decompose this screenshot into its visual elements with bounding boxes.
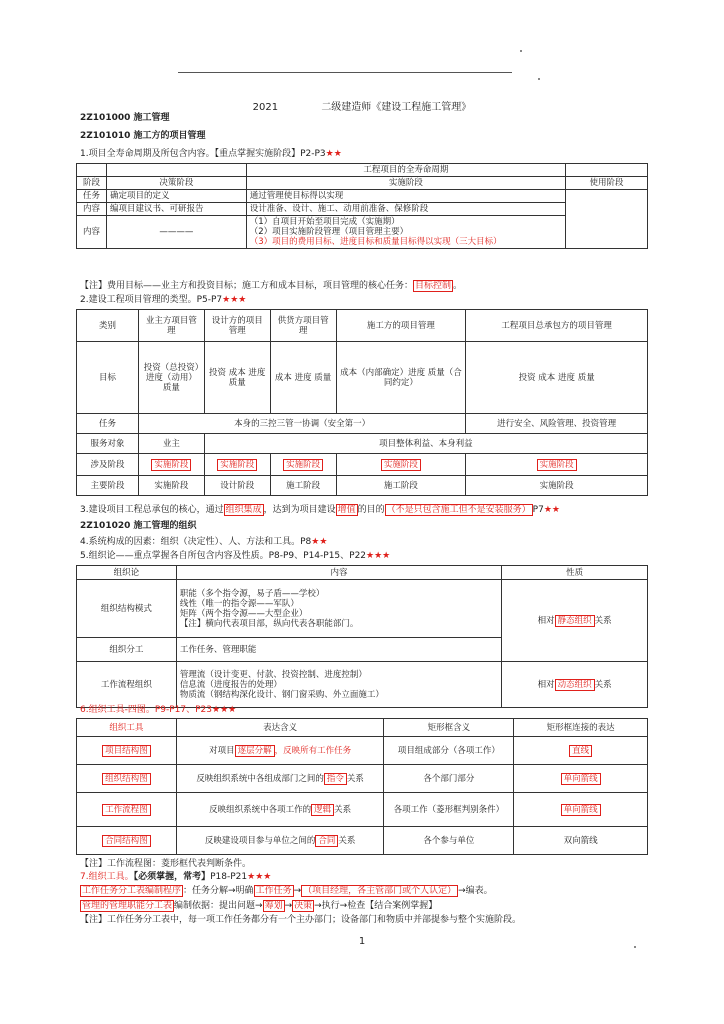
- tools-row-meaning: [176, 737, 384, 765]
- q5-stars: ★★★: [366, 551, 391, 561]
- org-structure-line: 矩阵（两个指令源——大型企业）: [179, 608, 308, 619]
- line-7a-mid2: →: [293, 886, 302, 896]
- mgmt-header-2: 设计方的项目管理: [204, 310, 270, 342]
- line-7a-box2: 工作任务: [255, 886, 292, 896]
- question-1: [80, 149, 342, 160]
- mgmt-task-text: 本身的三控三管一协调（安全第一）: [138, 414, 465, 434]
- org-theory-table: [76, 565, 648, 708]
- mgmt-involve-value: 实施阶段: [283, 459, 323, 471]
- mgmt-main-value: 实施阶段: [466, 476, 648, 496]
- tools-meaning-box: 指令: [324, 773, 347, 785]
- section-code-3: 2Z101020 施工管理的组织: [80, 521, 197, 531]
- lifecycle-row-detail-label: 内容: [77, 216, 107, 249]
- org-header-2: 性质: [502, 566, 648, 580]
- question-1-text: 1.项目全寿命周期及所包含内容。【重点掌握实施阶段】P2-P3: [80, 149, 326, 159]
- mgmt-goal-label: 目标: [77, 342, 139, 414]
- scan-speck: [538, 78, 540, 80]
- tools-tool-name: 工作流程图: [102, 804, 151, 816]
- tools-meaning-b: 关系: [338, 835, 356, 846]
- q6-text: 6.组织工具-四图。P9-P17、P23: [80, 705, 212, 715]
- tools-link-value: 直线: [569, 745, 592, 757]
- mgmt-involve-value: 实施阶段: [537, 459, 577, 471]
- question-6: [80, 705, 236, 716]
- org-prop-b: 关系: [594, 679, 612, 690]
- mgmt-involve-cell: [336, 454, 466, 476]
- line-7a: [80, 886, 493, 897]
- tools-row-link: 双向箭线: [514, 827, 648, 855]
- q4-stars: ★★: [311, 537, 328, 547]
- tools-meaning-b: ，反映所有工作任务: [274, 745, 352, 756]
- mgmt-header-3: 供货方项目管理: [270, 310, 336, 342]
- mgmt-task-label: 任务: [77, 414, 139, 434]
- org-header-0: 组织论: [77, 566, 177, 580]
- tools-header-2: 矩形框含义: [384, 719, 514, 737]
- scan-speck: [520, 50, 522, 52]
- lifecycle-row-content-impl: 设计准备、设计、施工、动用前准备、保修阶段: [246, 203, 565, 216]
- tools-meaning-a: 反映建设项目参与单位之间的: [204, 835, 316, 846]
- tools-row-link: [514, 793, 648, 827]
- tools-meaning-box: 逐层分解: [235, 745, 275, 757]
- tools-meaning-b: 关系: [334, 804, 352, 815]
- lifecycle-row-task-label: 任务: [77, 190, 107, 203]
- mgmt-involve-value: 实施阶段: [381, 459, 421, 471]
- mgmt-main-value: 设计阶段: [204, 476, 270, 496]
- page-number: 1: [358, 936, 366, 947]
- mgmt-header-5: 工程项目总承包方的项目管理: [466, 310, 648, 342]
- note-1-suffix: 。: [453, 281, 463, 291]
- question-2-stars: ★★★: [222, 295, 247, 305]
- mgmt-header-1: 业主方项目管理: [138, 310, 204, 342]
- line-7a-mid: ：任务分解→明确: [183, 886, 254, 896]
- q3-stars: ★★: [543, 505, 560, 515]
- mgmt-main-label: 主要阶段: [77, 476, 139, 496]
- mgmt-goal-supplier: 成本 进度 质量: [270, 342, 336, 414]
- lifecycle-row-content-label: 内容: [77, 203, 107, 216]
- question-2: [80, 295, 246, 306]
- tools-row-rect: 各个参与单位: [384, 827, 514, 855]
- tools-row-rect: 各项工作（菱形框判别条件）: [384, 793, 514, 827]
- mgmt-serve-rest: 项目整体利益、本身利益: [204, 434, 647, 454]
- line-7b-mid: 编制依据：提出问题→: [174, 901, 263, 911]
- q4-text: 4.系统构成的因素：组织（决定性）、人、方法和工具。P8: [80, 537, 312, 547]
- question-3: [80, 505, 560, 516]
- line-7a-box3: （项目经理，各主管部门或个人认定）: [303, 886, 457, 896]
- tools-meaning-box: 合同: [315, 835, 338, 847]
- tools-row-rect: 项目组成部分（各项工作）: [384, 737, 514, 765]
- q5-text: 5.组织论——重点掌握各自所包含内容及性质。P8-P9、P14-P15、P22: [80, 551, 367, 561]
- org-prop-b: 关系: [594, 615, 612, 626]
- org-structure-content: [176, 580, 501, 638]
- tools-meaning-a: 反映组织系统中各组成部门之间的: [196, 773, 324, 784]
- tools-header-3: 矩形框连接的表达: [514, 719, 648, 737]
- tools-tool-name: 项目结构图: [102, 745, 151, 757]
- tools-row-meaning: [176, 765, 384, 793]
- q7-prefix: 7.组织工具。: [80, 872, 134, 882]
- tools-meaning-box: 逻辑: [311, 804, 334, 816]
- lifecycle-row-content-decision: 编项目建议书、可研报告: [106, 203, 246, 216]
- tools-tool-name: 组织结构图: [102, 773, 151, 785]
- mgmt-serve-owner: 业主: [138, 434, 204, 454]
- line-7b-box3: 决策: [294, 901, 313, 911]
- page-title: [0, 98, 724, 113]
- q3-box1: 组织集成: [225, 505, 262, 515]
- tools-row-link: [514, 765, 648, 793]
- mgmt-involve-cell: [138, 454, 204, 476]
- org-structure-prop: [502, 580, 648, 662]
- tools-header-0: 组织工具: [77, 719, 177, 737]
- q3-suffix: P7: [532, 505, 544, 515]
- lifecycle-detail-line: （1）自项目开始至项目完成（实施期）: [249, 217, 400, 227]
- mgmt-involve-cell: [204, 454, 270, 476]
- line-7c: 【注】工作任务分工表中，每一项工作任务都分有一个主办部门；设备部门和物质中并部提参与整个实施阶段。: [80, 915, 522, 925]
- question-1-stars: ★★: [325, 149, 342, 159]
- org-division-label: 组织分工: [77, 638, 177, 662]
- lifecycle-header-impl: 实施阶段: [246, 177, 565, 190]
- line-7b-suffix: →执行→检查【结合案例掌握】: [314, 901, 438, 911]
- org-tools-table: [76, 718, 648, 855]
- tools-row-tool: [77, 793, 177, 827]
- org-header-1: 内容: [176, 566, 501, 580]
- note-1-boxed: 目标控制: [415, 281, 452, 291]
- org-prop-box: 动态组织: [555, 679, 595, 691]
- section-code-1: 2Z101000 施工管理: [80, 113, 170, 123]
- tools-row-meaning: [176, 793, 384, 827]
- tools-row-rect: 各个部门部分: [384, 765, 514, 793]
- lifecycle-row-task-decision: 确定项目的定义: [106, 190, 246, 203]
- mgmt-serve-label: 服务对象: [77, 434, 139, 454]
- mgmt-involve-cell: [270, 454, 336, 476]
- q7-text: P18-P21: [210, 872, 248, 882]
- tools-row-tool: [77, 827, 177, 855]
- mgmt-goal-epc: 投资 成本 进度 质量: [466, 342, 648, 414]
- line-7b: [80, 901, 437, 912]
- mgmt-main-value: 施工阶段: [270, 476, 336, 496]
- tools-meaning-a: 对项目: [209, 745, 235, 756]
- org-prop-box: 静态组织: [555, 615, 595, 627]
- tools-row-tool: [77, 765, 177, 793]
- mgmt-task-right: 进行安全、风险管理、投资管理: [466, 414, 648, 434]
- q3-prefix: 3.建设项目工程总承包的核心，通过: [80, 505, 224, 515]
- mgmt-goal-owner: 投资（总投资）进度（动用）质量: [138, 342, 204, 414]
- question-2-text: 2.建设工程项目管理的类型。P5-P7: [80, 295, 223, 305]
- q3-box3: （不是只包含施工但不是安装服务）: [386, 505, 531, 515]
- org-flow-content: [176, 662, 501, 708]
- q3-box2: 增值: [337, 505, 356, 515]
- mgmt-goal-design: 投资 成本 进度 质量: [204, 342, 270, 414]
- title-text: 二级建造师《建设工程施工管理》: [321, 102, 472, 113]
- tools-meaning-a: 反映组织系统中各项工作的: [209, 804, 312, 815]
- org-division-content: 工作任务、管理职能: [176, 638, 501, 662]
- mgmt-main-value: 施工阶段: [336, 476, 466, 496]
- note-1-prefix: 【注】费用目标——业主方和投资目标；施工方和成本目标，项目管理的核心任务：: [80, 281, 414, 291]
- org-flow-label: 工作流程组织: [77, 662, 177, 708]
- org-prop-a: 相对: [537, 679, 555, 690]
- section-code-2: 2Z101010 施工方的项目管理: [80, 131, 206, 141]
- lifecycle-row-task-impl: 通过管理使目标得以实现: [246, 190, 565, 203]
- org-structure-label: 组织结构模式: [77, 580, 177, 638]
- mgmt-header-0: 类别: [77, 310, 139, 342]
- org-flow-line: 管理流（设计变更、付款、投资控制、进度控制）: [179, 669, 367, 680]
- scan-speck: [634, 946, 636, 948]
- org-flow-line: 物质流（钢结构深化设计、钢门窗采购、外立面施工）: [179, 689, 384, 700]
- line-7b-box1: 管理的管理职能分工表: [82, 901, 173, 911]
- lifecycle-table: [76, 163, 648, 249]
- lifecycle-detail-line: （3）项目的费用目标、进度目标和质量目标得以实现（三大目标）: [249, 237, 502, 247]
- question-4: [80, 537, 327, 548]
- tools-header-1: 表达含义: [176, 719, 384, 737]
- mgmt-involve-value: 实施阶段: [217, 459, 257, 471]
- tools-row-meaning: [176, 827, 384, 855]
- lifecycle-header-decision: 决策阶段: [106, 177, 246, 190]
- line-7b-box2: 筹划: [264, 901, 283, 911]
- header-rule: [178, 72, 512, 73]
- lifecycle-detail-line: （2）项目实施阶段管理（项目管理主要）: [249, 227, 409, 237]
- question-5: [80, 551, 390, 562]
- mgmt-involve-label: 涉及阶段: [77, 454, 139, 476]
- org-flow-prop: [502, 662, 648, 708]
- line-7a-box1: 工作任务分工表编制程序: [82, 886, 182, 896]
- org-structure-line: 【注】横向代表项目部，纵向代表各职能部门。: [179, 618, 359, 629]
- q6-stars: ★★★: [212, 705, 237, 715]
- org-structure-line: 职能（多个指令源，易子盾——学校）: [179, 588, 325, 599]
- tools-row-tool: [77, 737, 177, 765]
- lifecycle-caption: 工程项目的全寿命周期: [246, 164, 565, 177]
- question-7: [80, 872, 271, 883]
- org-structure-line: 线性（唯一的指令源——军队）: [179, 598, 299, 609]
- q7-bold: 【必须掌握，常考】: [133, 872, 211, 882]
- org-flow-line: 信息流（进度报告的处理）: [179, 679, 282, 690]
- lifecycle-header-stage: 阶段: [77, 177, 107, 190]
- q7-stars: ★★★: [247, 872, 272, 882]
- tools-meaning-b: 关系: [346, 773, 364, 784]
- line-7a-suffix: →编表。: [458, 886, 493, 896]
- tools-tool-name: 合同结构图: [102, 835, 151, 847]
- q3-mid: ，达到为项目建设: [263, 505, 336, 515]
- management-type-table: [76, 309, 648, 496]
- mgmt-involve-value: 实施阶段: [151, 459, 191, 471]
- mgmt-main-value: 实施阶段: [138, 476, 204, 496]
- tools-link-value: 单向箭线: [561, 804, 601, 816]
- note-1: [80, 281, 462, 292]
- mgmt-goal-contractor: 成本（内部确定）进度 质量（合同约定）: [336, 342, 466, 414]
- mgmt-involve-cell: [466, 454, 648, 476]
- lifecycle-header-use: 使用阶段: [566, 177, 648, 190]
- lifecycle-row-detail: [246, 216, 565, 249]
- line-7b-mid2: →: [284, 901, 293, 911]
- q3-mid2: 的目的: [357, 505, 385, 515]
- org-prop-a: 相对: [537, 615, 555, 626]
- mgmt-header-4: 施工方的项目管理: [336, 310, 466, 342]
- tools-link-value: 单向箭线: [561, 773, 601, 785]
- lifecycle-row-detail-dash: ————: [106, 216, 246, 249]
- note-2: 【注】工作流程图：菱形框代表判断条件。: [80, 859, 252, 869]
- tools-row-link: [514, 737, 648, 765]
- title-year: 2021: [252, 102, 279, 113]
